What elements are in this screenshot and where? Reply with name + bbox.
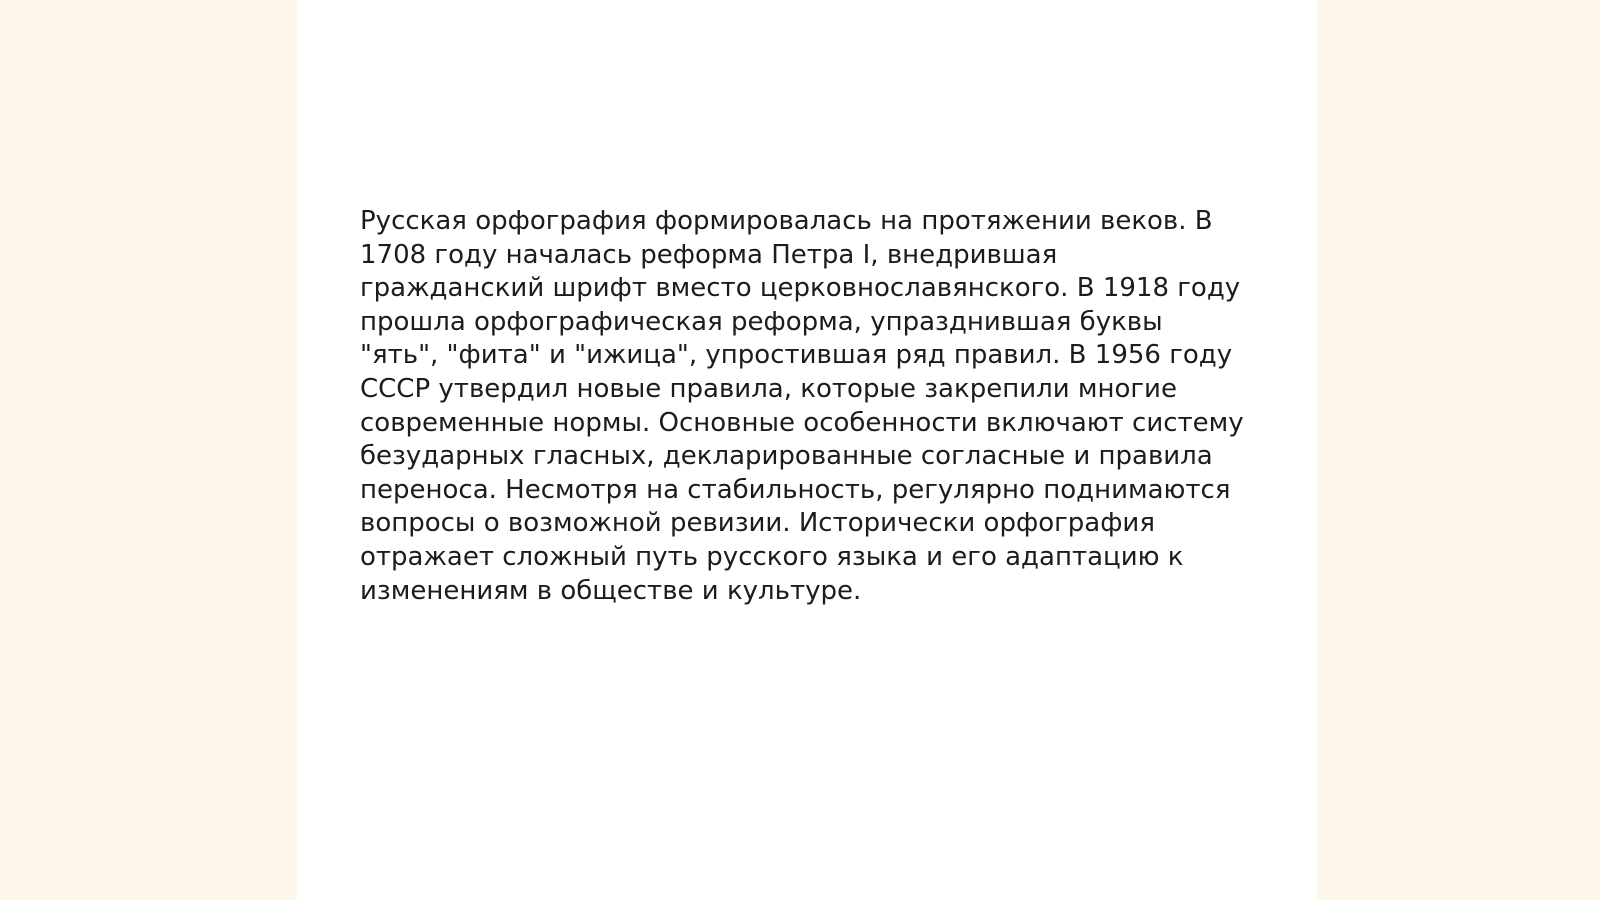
document-page [297, 0, 1317, 900]
body-paragraph: Русская орфография формировалась на протяжении веков. В 1708 году началась реформа Петра I, внедрившая гражданский шрифт вместо церковнославянского. В 1918 году прошла орфографическая реформа, упразднившая буквы "ять", "фита" и "ижица", упростившая ряд правил. В 1956 году СССР утвердил новые правила, которые закрепили многие современные нормы. Основные особенности включают систему безударных гласных, декларированные согласные и правила переноса. Несмотря на стабильность, регулярно поднимаются вопросы о возможной ревизии. Исторически орфография отражает сложный путь русского языка и его адаптацию к изменениям в обществе и культуре. [360, 206, 1244, 606]
